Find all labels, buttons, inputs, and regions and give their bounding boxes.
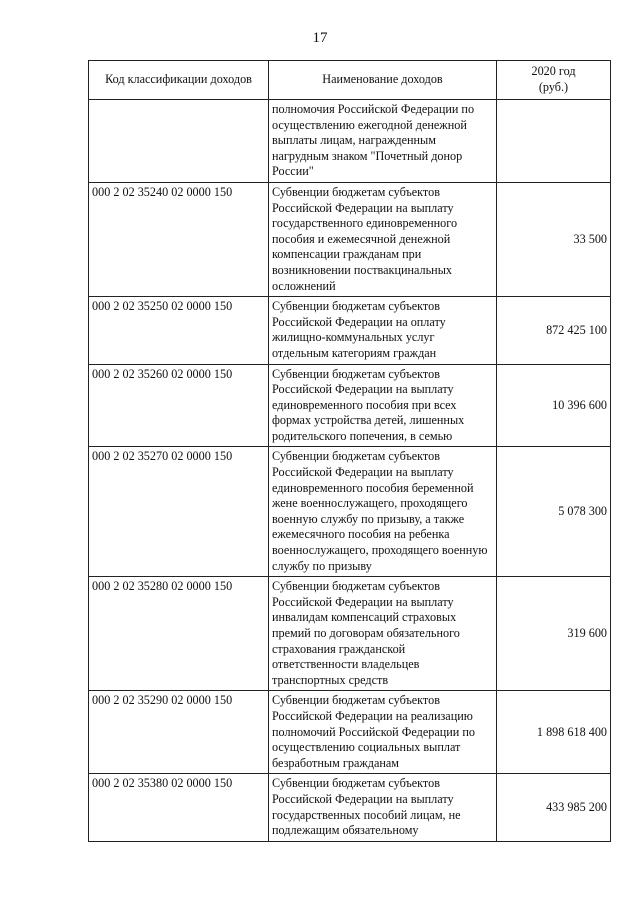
header-code: Код классификации доходов <box>89 61 269 100</box>
row-code: 000 2 02 35270 02 0000 150 <box>89 447 269 577</box>
table-row <box>89 297 611 364</box>
row-code: 000 2 02 35290 02 0000 150 <box>89 691 269 774</box>
row-code: 000 2 02 35280 02 0000 150 <box>89 577 269 691</box>
row-code: 000 2 02 35240 02 0000 150 <box>89 182 269 296</box>
row-code <box>89 100 269 183</box>
row-code: 000 2 02 35250 02 0000 150 <box>89 297 269 364</box>
header-amount-year: 2020 год <box>531 64 576 79</box>
row-name: Субвенции бюджетам субъектов Российской Федерации на выплату государственных пособий лицам, не подлежащим обязательному <box>269 774 497 841</box>
row-amount: 10 396 600 <box>497 364 611 447</box>
row-name: Субвенции бюджетам субъектов Российской Федерации на выплату единовременного пособия при всех формах устройства детей, лишенных родительского попечения, в семью <box>269 364 497 447</box>
row-name: Субвенции бюджетам субъектов Российской Федерации на выплату инвалидам компенсаций страховых премий по договорам обязательного страхования гражданской ответственности владельцев транспортных средств <box>269 577 497 691</box>
table-row <box>89 691 611 774</box>
revenue-table <box>88 60 611 842</box>
table-row <box>89 364 611 447</box>
row-name: Субвенции бюджетам субъектов Российской Федерации на выплату единовременного пособия беременной жене военнослужащего, проходящего военную службу по призыву, а также ежемесячного пособия на ребенка военнослужащего, проходящего военную службу по призыву <box>269 447 497 577</box>
table-row <box>89 577 611 691</box>
row-name: Субвенции бюджетам субъектов Российской Федерации на оплату жилищно-коммунальных услуг отдельным категориям граждан <box>269 297 497 364</box>
header-amount-unit: (руб.) <box>538 80 569 94</box>
header-amount <box>497 61 611 100</box>
table-header-row <box>89 61 611 100</box>
page-number: 17 <box>312 30 328 46</box>
row-name: Субвенции бюджетам субъектов Российской Федерации на выплату государственного единовременного пособия и ежемесячной денежной компенсации гражданам при возникновении поствакцинальных осложнений <box>269 182 497 296</box>
row-amount: 1 898 618 400 <box>497 691 611 774</box>
row-amount: 872 425 100 <box>497 297 611 364</box>
row-name: Субвенции бюджетам субъектов Российской Федерации на реализацию полномочий Российской Федерации по осуществлению социальных выплат безработным гражданам <box>269 691 497 774</box>
header-name: Наименование доходов <box>269 61 497 100</box>
row-amount: 319 600 <box>497 577 611 691</box>
row-amount <box>497 100 611 183</box>
row-amount: 5 078 300 <box>497 447 611 577</box>
table-row <box>89 774 611 841</box>
table-row <box>89 100 611 183</box>
table-row <box>89 447 611 577</box>
row-amount: 433 985 200 <box>497 774 611 841</box>
table-row <box>89 182 611 296</box>
row-name: полномочия Российской Федерации по осуществлению ежегодной денежной выплаты лицам, награжденным нагрудным знаком "Почетный донор России" <box>269 100 497 183</box>
row-amount: 33 500 <box>497 182 611 296</box>
row-code: 000 2 02 35260 02 0000 150 <box>89 364 269 447</box>
row-code: 000 2 02 35380 02 0000 150 <box>89 774 269 841</box>
